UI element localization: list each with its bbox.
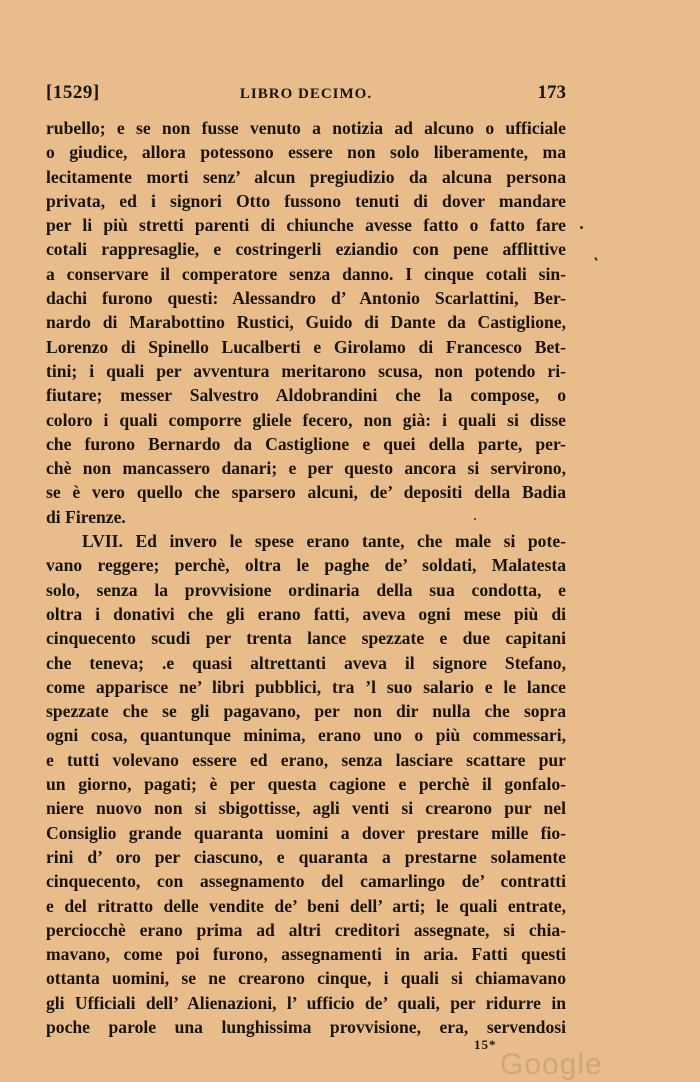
text-line: o giudice, allora potessono essere non solo liberamente, ma xyxy=(46,142,566,163)
text-line: ottanta uomini, se ne crearono cinque, i quali si chiamavano xyxy=(46,968,566,989)
signature-mark: 15* xyxy=(474,1037,497,1052)
text-line: cinquecento, con assegnamento del camarlingo de’ contratti xyxy=(46,871,566,892)
running-head xyxy=(46,80,566,108)
text-line: Lorenzo di Spinello Lucalberti e Girolamo di Francesco Bet- xyxy=(46,336,566,357)
paragraph-end-line: di Firenze. xyxy=(46,506,126,527)
text-line: rubello; e se non fusse venuto a notizia ad alcuno o ufficiale xyxy=(46,118,566,138)
text-line: solo, senza la provvisione ordinaria della sua condotta, e xyxy=(46,579,566,600)
text-line: se è vero quello che sparsero alcuni, de’ depositi della Badia xyxy=(46,482,566,503)
text-line: che furono Bernardo da Castiglione e quei della parte, per- xyxy=(46,433,566,454)
header-book-title: LIBRO DECIMO. xyxy=(239,86,373,102)
text-line: rini d’ oro per ciascuno, e quaranta a prestarne solamente xyxy=(46,846,566,867)
text-line: come apparisce ne’ libri pubblici, tra ’l suo salario e le lance xyxy=(46,676,566,697)
text-line: nardo di Marabottino Rustici, Guido di Dante da Castiglione, xyxy=(46,312,566,333)
text-line: coloro i quali comporre gliele fecero, non già: i quali si disse xyxy=(46,409,566,430)
header-year: [1529] xyxy=(46,82,100,103)
text-line: ogni cosa, quantunque minima, erano uno o più commessari, xyxy=(46,725,566,746)
paragraph-start-line: LVII. Ed invero le spese erano tante, che male si pote- xyxy=(82,531,566,552)
text-line: gli Ufficiali dell’ Alienazioni, l’ ufficio de’ quali, per ridurre in xyxy=(46,992,566,1013)
text-line: lecitamente morti senz’ alcun pregiudizio da alcuna persona xyxy=(46,166,566,187)
text-line: vano reggere; perchè, oltra le paghe de’ soldati, Malatesta xyxy=(46,555,566,576)
body-text xyxy=(46,116,566,1039)
text-line: un giorno, pagati; è per questa cagione e perchè il gonfalo- xyxy=(46,774,566,795)
scanner-watermark: Google xyxy=(500,1048,603,1081)
text-line: che teneva; .e quasi altrettanti aveva il signore Stefano, xyxy=(46,652,566,673)
paper-speck xyxy=(474,518,476,520)
page-number: 173 xyxy=(537,82,566,103)
text-line: chè non mancassero danari; e per questo ancora si servirono, xyxy=(46,458,566,479)
text-line: cotali rappresaglie, e costringerli eziandio con pene afflittive xyxy=(46,239,566,260)
text-line: poche parole una lunghissima provvisione, era, servendosi xyxy=(46,1016,566,1037)
text-line: e tutti volevano essere ed erano, senza lasciare scattare pur xyxy=(46,749,566,770)
text-line: oltra i donativi che gli erano fatti, aveva ogni mese più di xyxy=(46,603,566,624)
text-line: a conservare il comperatore senza danno. I cinque cotali sin- xyxy=(46,263,566,284)
paper-speck xyxy=(580,226,583,229)
text-line: mavano, come poi furono, assegnamenti in aria. Fatti questi xyxy=(46,944,566,965)
text-line: cinquecento scudi per trenta lance spezzate e due capitani xyxy=(46,628,566,649)
text-line: niere nuovo non si sbigottisse, agli venti si crearono pur nel xyxy=(46,798,566,819)
paper-speck xyxy=(594,257,598,261)
text-line: e del ritratto delle vendite de’ beni dell’ arti; le quali entrate, xyxy=(46,895,566,916)
text-line: Consiglio grande quaranta uomini a dover prestare mille fio- xyxy=(46,822,566,843)
text-line: fiutare; messer Salvestro Aldobrandini che la compose, o xyxy=(46,385,566,406)
text-line: dachi furono questi: Alessandro d’ Antonio Scarlattini, Ber- xyxy=(46,288,566,309)
text-line: tini; i quali per avventura meritarono scusa, non potendo ri- xyxy=(46,360,566,381)
text-line: perciocchè erano prima ad altri creditori assegnate, si chia- xyxy=(46,919,566,940)
text-line: privata, ed i signori Otto fussono tenuti di dover mandare xyxy=(46,190,566,211)
text-line: per li più stretti parenti di chiunche avesse fatto o fatto fare xyxy=(46,215,566,236)
text-line: spezzate che se gli pagavano, per non dir nulla che sopra xyxy=(46,701,566,722)
